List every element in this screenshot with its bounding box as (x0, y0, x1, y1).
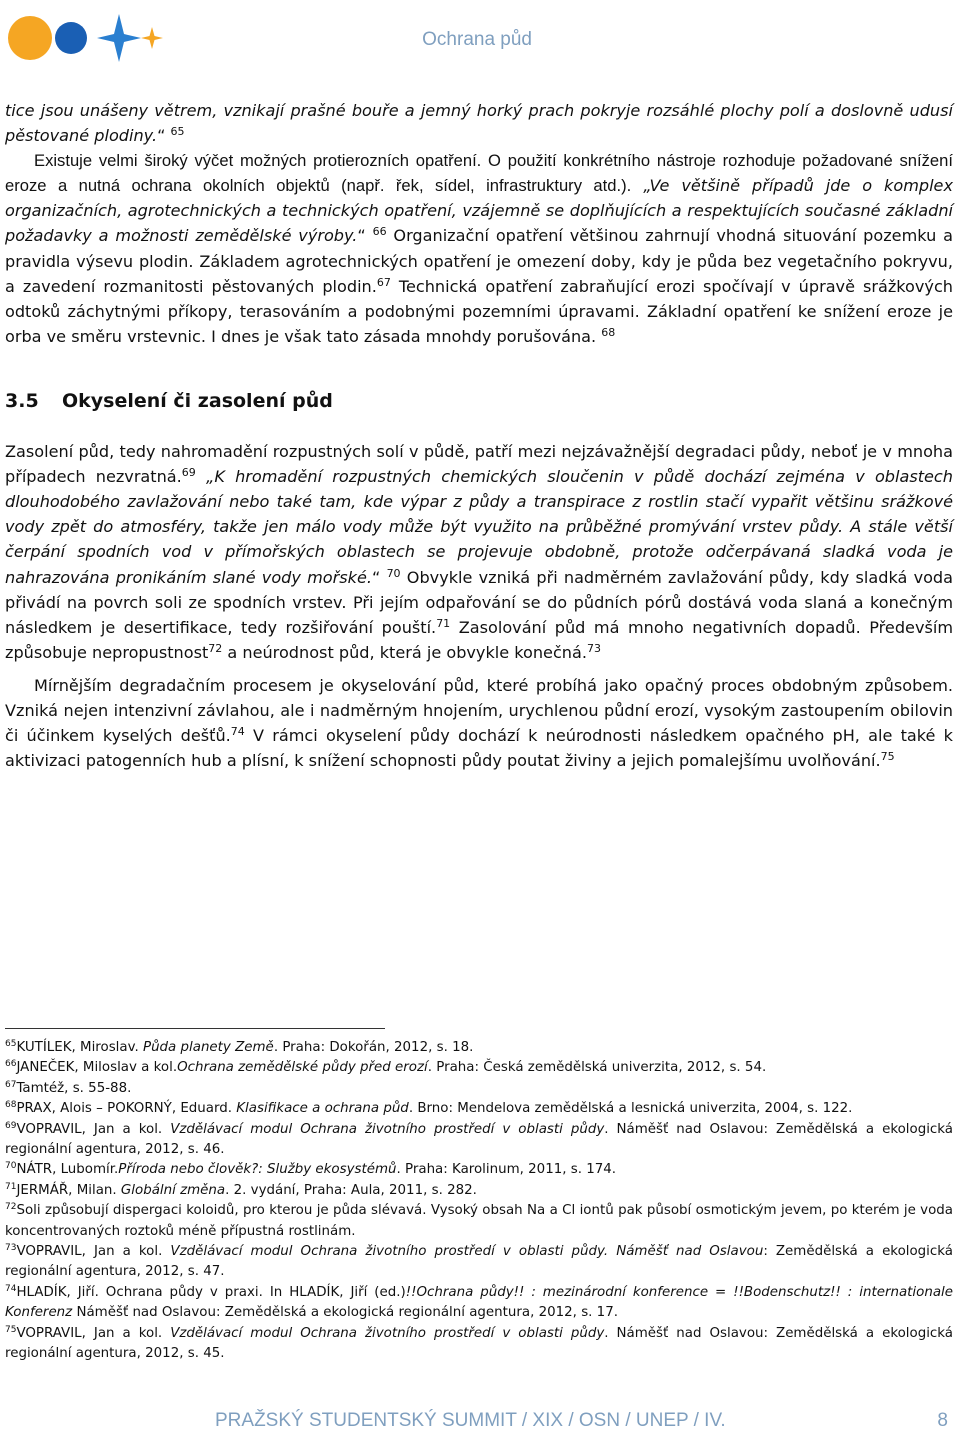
body-text: Obvykle vzniká při nadměrném zavlažování půdy, kdy sladká voda přivádí na povrch soli ze spodních vrstev. Při jejím odpařování se do půdních pórů dostává voda slaná a konečným následkem je desertifikace, tedy rozšiřování pouští. (5, 567, 954, 637)
footnote-item: $^{71}$JERMÁŘ, Milan. Globální změna. 2. vydání, Praha: Aula, 2011, s. 282. (5, 1181, 477, 1198)
body-text: V rámci okyselení půdy dochází k neúrodnosti následkem opačného pH, ale také k aktivizaci patogenních hub a plísní, k snížení schopnosti půdy poutat živiny a jejich pomalejšímu uvolňování. (5, 726, 953, 771)
logo-circle-blue (55, 22, 87, 54)
body-text: Organizační opatření většinou zahrnují vhodná situování pozemku a pravidla výsevu plodin. Základem agrotechnických opatření je omezení doby, kdy je půda bez vegetačního pokryvu, a zavedení rozmanitosti pěstovaných plodin. (5, 226, 953, 296)
body-text: Zasolení půd, tedy nahromadění rozpustných solí v půdě, patří mezi nejzávažnější degradaci půdy, neboť je v mnoha případech nezvratná. (5, 442, 953, 487)
paragraph-acidification (5, 673, 953, 773)
body-text: a neúrodnost půd, která je obvykle konečná. (227, 642, 587, 662)
footnote-ref[interactable]: 73 (587, 641, 601, 655)
paragraph-erosion-measures: Existuje velmi široký výčet možných protierozních opatření. O použití konkrétního nástroje rozhoduje požadované snížení eroze a nutná ochrana okolních objektů (např. řek, sídel, infrastruktury atd.). „Ve většině případů jde o komplex organizačních, agrotechnických a technických opatření, vzájemně se doplňujících a respektujících současné základní požadavky a možnosti zemědělské výroby.“ $^{66}$ Organizační opatření většinou zahrnují vhodná situování pozemku a pravidla výsevu plodin. Základem agrotechnických opatření je omezení doby, kdy je půda bez vegetačního pokryvu, a zavedení rozmanitosti pěstovaných plodin.$^{67}$ Technická opatření zabraňující erozi spočívají v úpravě srážkových odtoků záchytnými příkopy, terasováním a podobnými pozemními úpravami. Základní opatření ke snížení eroze je orba ve směru vrstevnic. I dnes je však tato zásada mnohdy porušována. $^{68}$ (5, 151, 953, 346)
footnotes-section (5, 1038, 953, 1365)
section-number: 3.5 (5, 389, 39, 412)
footnote-item: $^{72}$Soli způsobují dispergaci koloidů, pro kterou je půda slévavá. Vysoký obsah Na a Cl iontů pak působí osmotickým jevem, po kterém je voda koncentrovaných roztoků méně přípustná rostlinám. (5, 1202, 953, 1239)
body-text: Technická opatření zabraňující erozi spočívají v úpravě srážkových odtoků záchytnými příkopy, terasováním a podobnými pozemními úpravami. Základní opatření ke snížení eroze je orba ve směru vrstevnic. I dnes je však tato zásada mnohdy porušována. (5, 276, 953, 346)
body-text: Existuje velmi široký výčet možných protierozních opatření. O použití konkrétního nástroje rozhoduje požadované snížení eroze a nutná ochrana okolních objektů (např. řek, sídel, infrastruktury atd.). (5, 151, 953, 196)
footnote-item: $^{75}$VOPRAVIL, Jan a kol. Vzdělávací modul Ochrana životního prostředí v oblasti půdy. Náměšť nad Oslavou: Zemědělská a ekologická regionální agentura, 2012, s. 45. (5, 1324, 954, 1362)
page-number: 8 (937, 1410, 948, 1431)
footnote-item: $^{68}$PRAX, Alois – POKORNÝ, Eduard. Klasifikace a ochrana půd. Brno: Mendelova zemědělská a lesnická univerzita, 2004, s. 122. (5, 1100, 853, 1117)
body-text: Mírnějším degradačním procesem je okyselování půd, které probíhá jako opačný proces obdobným způsobem. Vzniká nejen intenzivní závlahou, ale i nadměrným hnojením, urychlenou půdní erozí, vysokým zastoupením obilovin či účinkem kyselých dešťů. (5, 675, 953, 746)
footnote-ref[interactable]: 72 (208, 641, 223, 655)
footnote-divider (5, 1028, 385, 1029)
footnote-ref[interactable]: 66 (372, 225, 387, 239)
footnote-item: $^{65}$KUTÍLEK, Miroslav. Půda planety Země. Praha: Dokořán, 2012, s. 18. (5, 1039, 474, 1055)
footnote-item: $^{69}$VOPRAVIL, Jan a kol. Vzdělávací modul Ochrana životního prostředí v oblasti půdy. Náměšť nad Oslavou: Zemědělská a ekologická regionální agentura, 2012, s. 46. (5, 1120, 954, 1158)
footnote-item: $^{74}$HLADÍK, Jiří. Ochrana půdy v praxi. In HLADÍK, Jiří (ed.)!!Ochrana půdy!! : mezinárodní konference = !!Bodenschutz!! : internationale Konferenz Náměšť nad Oslavou: Zemědělská a ekologická regionální agentura, 2012, s. 17. (5, 1283, 953, 1321)
page-header-title: Ochrana půd (422, 29, 532, 50)
footnote-item: $^{70}$NÁTR, Lubomír.Příroda nebo člověk?: Služby ekosystémů. Praha: Karolinum, 2011, s. 174. (5, 1161, 617, 1178)
footnote-ref[interactable]: 65 (170, 125, 185, 139)
footer-text: PRAŽSKÝ STUDENTSKÝ SUMMIT / XIX / OSN / UNEP / IV. (215, 1410, 726, 1431)
section-title: Okyselení či zasolení půd (62, 389, 333, 412)
footnote-ref[interactable]: 69 (181, 466, 196, 480)
body-text: Zasolování půd má mnoho negativních dopadů. Především způsobuje nepropustnost (5, 617, 954, 662)
section-heading (5, 389, 953, 414)
paragraph-salinization: Zasolení půd, tedy nahromadění rozpustných solí v půdě, patří mezi nejzávažnější degradaci půdy, neboť je v mnoha případech nezvratná.$^{69}$ „K hromadění rozpustných chemických sloučenin v půdě dochází zejména v oblastech dlouhodobého zavlažování nebo také tam, kde výpar z půdy a transpirace z rostlin stačí vypařit většinu srážkové vody zpět do atmosféry, takže jen málo vody může být využito na průběžné promývání vrstev půdy. A stále větší čerpání spodních vod v přímořských oblastech se projevuje obdobně, protože odčerpávaná sladká voda je nahrazována pronikáním slané vody mořské.“ $^{70}$ Obvykle vzniká při nadměrném zavlažování půdy, kdy sladká voda přivádí na povrch soli ze spodních vrstev. Při jejím odpařování se do půdních pórů dostává voda slaná a konečným následkem je desertifikace, tedy rozšiřování pouští.$^{71}$ Zasolování půd má mnoho negativních dopadů. Především způsobuje nepropustnost$^{72}$ a neúrodnost půd, která je obvykle konečná.$^{73}$ (5, 442, 954, 662)
footnote-item: $^{73}$VOPRAVIL, Jan a kol. Vzdělávací modul Ochrana životního prostředí v oblasti půdy. Náměšť nad Oslavou: Zemědělská a ekologická regionální agentura, 2012, s. 47. (5, 1243, 953, 1280)
logo-circle-orange (8, 16, 52, 60)
summit-logo (6, 14, 164, 64)
quote-text: tice jsou unášeny větrem, vznikají prašné bouře a jemný horký prach pokryje rozsáhlé plochy polí a doslovně udusí pěstované plodiny. (5, 101, 953, 146)
footnote-item: $^{66}$JANEČEK, Miloslav a kol.Ochrana zemědělské půdy před erozí. Praha: Česká zemědělská univerzita, 2012, s. 54. (5, 1059, 767, 1076)
footnote-ref[interactable]: 67 (376, 275, 391, 289)
footnote-ref[interactable]: 74 (230, 725, 245, 739)
quote-text: „Ve většině případů jde o komplex organizačních, agrotechnických a technických opatření, vzájemně se doplňujících a respektujících současné základní požadavky a možnosti zemědělské výroby. (5, 176, 953, 246)
paragraph-continuation: tice jsou unášeny větrem, vznikají prašné bouře a jemný horký prach pokryje rozsáhlé plochy polí a doslovně udusí pěstované plodiny.“ $^{65}$ (5, 101, 953, 146)
quote-text: „K hromadění rozpustných chemických sloučenin v půdě dochází zejména v oblastech dlouhodobého zavlažování nebo také tam, kde výpar z půdy a transpirace z rostlin stačí vypařit většinu srážkové vody zpět do atmosféry, takže jen málo vody může být využito na průběžné promývání vrstev půdy. A stále větší čerpání spodních vod v přímořských oblastech se projevuje obdobně, protože odčerpávaná sladká voda je nahrazována pronikáním slané vody mořské. (5, 467, 953, 587)
footnote-ref[interactable]: 70 (386, 566, 401, 580)
logo-star-blue (97, 14, 141, 62)
footnote-ref[interactable]: 68 (601, 325, 616, 339)
footnote-item: $^{67}$Tamtéž, s. 55-88. (5, 1079, 132, 1096)
logo-star-orange (141, 27, 163, 49)
footnote-ref[interactable]: 75 (880, 750, 895, 764)
main-content (5, 98, 953, 773)
page-footer (215, 1410, 950, 1432)
footnote-ref[interactable]: 71 (436, 616, 451, 630)
